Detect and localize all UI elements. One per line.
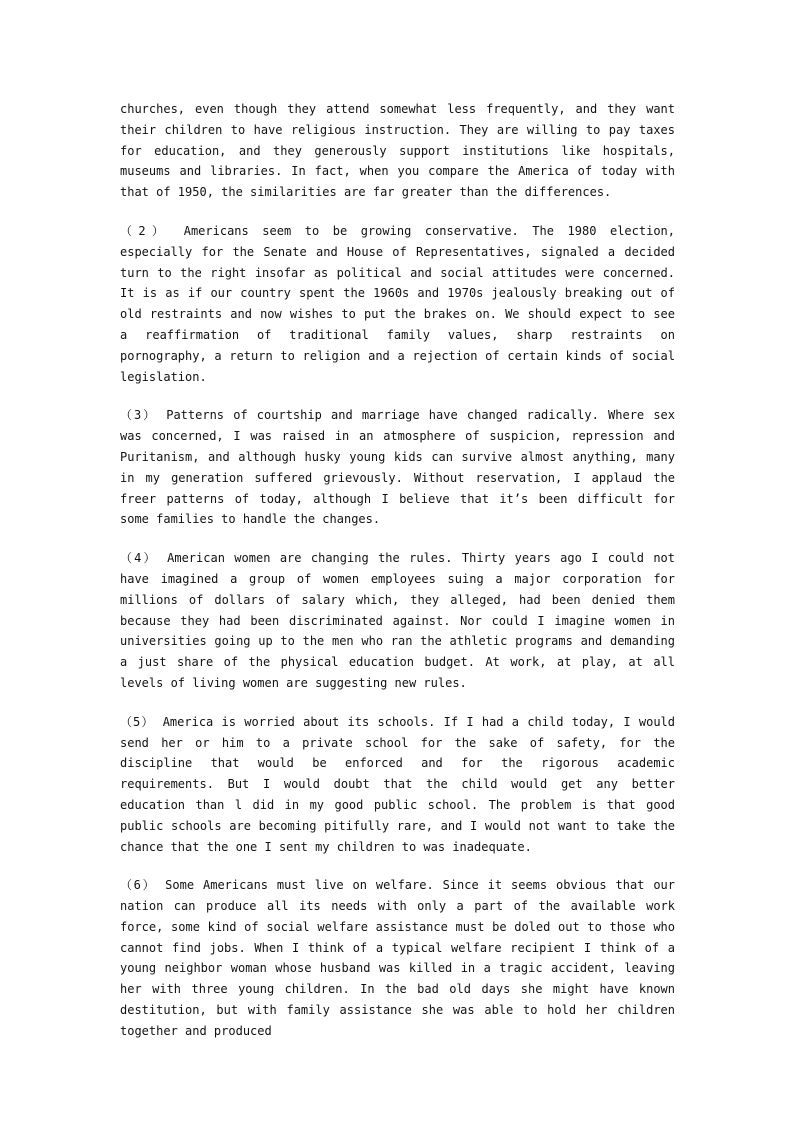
paragraph-4-women: （4） American women are changing the rules. Thirty years ago I could not have imagined a group of women employees suing a major corporation for millions of dollars of salary which, they alleged, had been denied them because they had been discriminated against. Nor could I imagine women in universities going up to the men who ran the athletic programs and demanding a just share of the physical education budget. At work, at play, at all levels of living women are suggesting new rules. [120, 551, 675, 690]
paragraph-2-conservatism: （2） Americans seem to be growing conservative. The 1980 election, especially for the Senate and House of Representatives, signaled a decided turn to the right insofar as political and social attitudes were concerned. It is as if our country spent the 1960s and 1970s jealously breaking out of old restraints and now wishes to put the brakes on. We should expect to see a reaffirmation of traditional family values, sharp restraints on pornography, a return to religion and a rejection of certain kinds of social legislation. [120, 223, 675, 384]
paragraph-5-schools: （5） America is worried about its schools. If I had a child today, I would send her or him to a private school for the sake of safety, for the discipline that would be enforced and for the rigorous academic requirements. But I would doubt that the child would get any better education than l did in my good public school. The problem is that good public schools are becoming pitifully rare, and I would not want to take the chance that the one I sent my children to was inadequate. [120, 714, 675, 854]
paragraph-6-welfare: （6） Some Americans must live on welfare. Since it seems obvious that our nation can produce all its needs with only a part of the available work force, some kind of social welfare assistance must be doled out to those who cannot find jobs. When I think of a typical welfare recipient I think of a young neighbor woman whose husband was killed in a tragic accident, leaving her with three young children. In the bad old days she might have known destitution, but with family assistance she was able to hold her children together and produced [120, 878, 675, 1038]
document-body [120, 99, 675, 1042]
paragraph-continuation: churches, even though they attend somewhat less frequently, and they want their children to have religious instruction. They are willing to pay taxes for education, and they generously support institutions like hospitals, museums and libraries. In fact, when you compare the America of today with that of 1950, the similarities are far greater than the differences. [120, 102, 675, 200]
paragraph-3-courtship: （3） Patterns of courtship and marriage have changed radically. Where sex was concerned, I was raised in an atmosphere of suspicion, repression and Puritanism, and although husky young kids can survive almost anything, many in my generation suffered grievously. Without reservation, I applaud the freer patterns of today, although I believe that it’s been difficult for some families to handle the changes. [120, 408, 675, 527]
